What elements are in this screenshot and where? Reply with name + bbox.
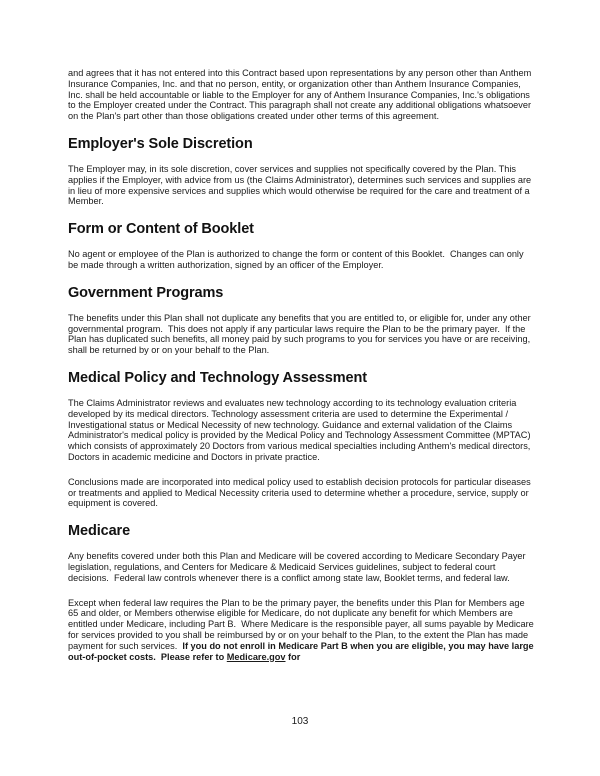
section-paragraph: The benefits under this Plan shall not duplicate any benefits that you are entitled to, or eligible for, under any other governmental program. This does not apply if any particular laws require the Plan to be the primary payer. If the Plan has duplicated such benefits, all money paid by such programs to you for services you have or are receiving, shall be returned by or on your behalf to the Plan. — [68, 312, 534, 356]
medicare-gov-link[interactable]: Medicare.gov — [226, 651, 286, 662]
section-paragraph: No agent or employee of the Plan is authorized to change the form or content of this Booklet. Changes can only be made through a written authorization, signed by an officer of the Employer. — [68, 249, 527, 270]
closing-regular-text: Except when federal law requires the Plan to be the primary payer, the benefits under this Plan for Members age 65 and older, or Members otherwise eligible for Medicare, do not duplicate any benefit for which Members are entitled under Medicare, including Part B. Where Medicare is the responsible payer, all sums payable by Medicare for services provided to you shall be reimbursed by or on your behalf to the Plan, to the extent the Plan has made payment for such services. — [68, 597, 537, 651]
medicare-closing-paragraph — [68, 598, 536, 663]
section-heading-medical-policy-and-technology-assessment: Medical Policy and Technology Assessment — [68, 369, 367, 386]
section-paragraph: The Claims Administrator reviews and evaluates new technology according to its technology evaluation criteria developed by its medical directors. Technology assessment criteria are used to determine the Experimental / Investigational status or Medical Necessity of new technology. Guidance and external validation of the Claims Administrator's medical policy is provided by the Medical Policy and Technology Assessment Committee (MPTAC) which consists of approximately 20 Doctors from various medical specialties including Anthem's medical directors, Doctors in academic medicine and Doctors in private practice. — [68, 397, 534, 462]
document-content — [68, 68, 536, 676]
section-paragraph: Any benefits covered under both this Plan and Medicare will be covered according to Medicare Secondary Payer legislation, regulations, and Centers for Medicare & Medicaid Services guidelines, subject to federal court decisions. Federal law controls whenever there is a conflict among state law, Booklet terms, and federal law. — [68, 551, 529, 583]
section-paragraph: The Employer may, in its sole discretion, cover services and supplies not specifically covered by the Plan. This applies if the Employer, with advice from us (the Claims Administrator), determines such services and supplies are in lieu of more expensive services and supplies which would otherwise be required for the care and treatment of a Member. — [68, 163, 534, 207]
section-heading-employers-sole-discretion: Employer's Sole Discretion — [68, 135, 253, 152]
section-heading-form-or-content-of-booklet: Form or Content of Booklet — [68, 221, 254, 238]
page-number: 103 — [291, 716, 309, 727]
section-heading-medicare: Medicare — [68, 523, 131, 540]
section-heading-government-programs: Government Programs — [68, 284, 224, 301]
closing-bold-warning-text: If you do not enroll in Medicare Part B when you are eligible, you may have large out-of-pocket costs. Please refer to — [68, 640, 537, 662]
intro-paragraph: and agrees that it has not entered into this Contract based upon representations by any person other than Anthem Insurance Companies, Inc. and that no person, entity, or organization other than Anthem Insurance Companies, Inc. shall be held accountable or liable to the Employer for any of Anthem Insurance Companies, Inc.'s obligations to the Employer created under the Contract. This paragraph shall not create any additional obligations whatsoever on the Plan's part other than those obligations created under other terms of this agreement. — [68, 68, 534, 122]
closing-bold-tail-text: for — [285, 651, 301, 662]
section-paragraph: Conclusions made are incorporated into medical policy used to establish decision protocols for particular diseases or treatments and applied to Medical Necessity criteria used to determine whether a procedure, service, supply or equipment is covered. — [68, 476, 534, 509]
